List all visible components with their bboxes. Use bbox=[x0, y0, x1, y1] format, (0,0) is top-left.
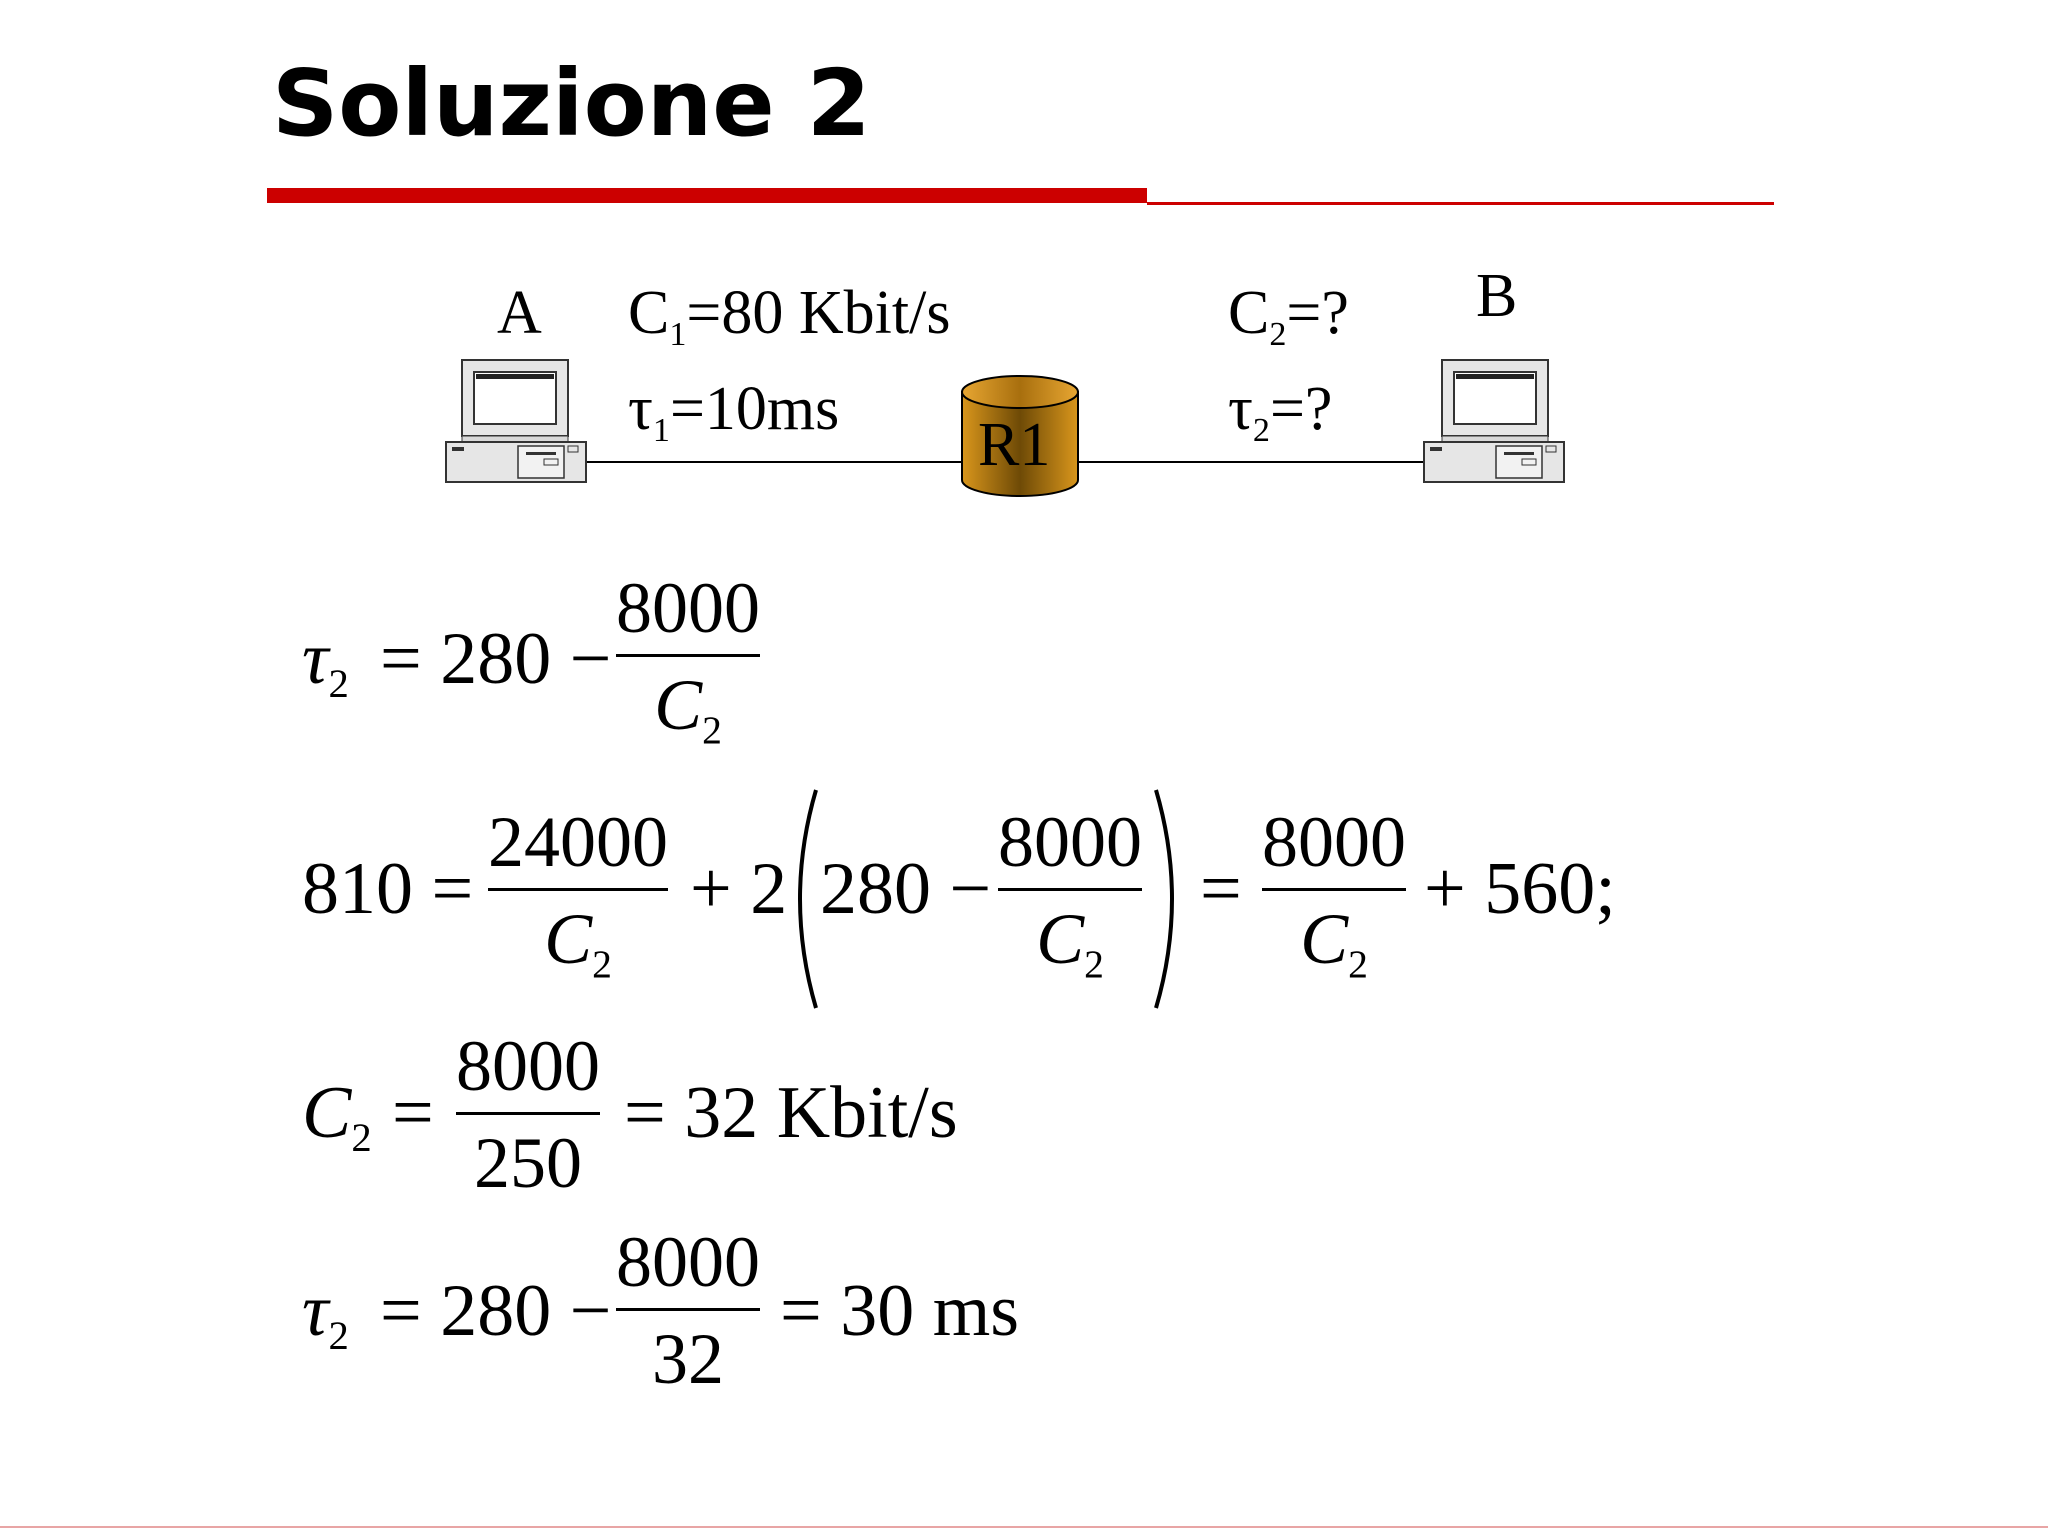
eq3-result: = 32 Kbit/s bbox=[624, 1072, 958, 1154]
c1-label: $C_1=80$ Kbit/s bbox=[628, 279, 951, 353]
node-a-label: A bbox=[497, 279, 542, 347]
computer-b-icon bbox=[1424, 360, 1564, 482]
computer-a-icon bbox=[446, 360, 586, 482]
slide-title: Soluzione 2 bbox=[272, 50, 871, 157]
left-paren bbox=[780, 786, 820, 1012]
eq2-fraction-2: 8000 $C_2$ bbox=[998, 802, 1142, 986]
right-paren bbox=[1152, 786, 1192, 1012]
eq2-tail: + 560; bbox=[1424, 848, 1616, 930]
eq2-plus-two: + 2 bbox=[690, 848, 788, 930]
eq1-mid: = 280 − bbox=[380, 618, 612, 700]
eq1-numerator: 8000 bbox=[616, 568, 760, 648]
fraction-bar bbox=[456, 1112, 600, 1115]
eq2-inner: 280 − bbox=[820, 848, 992, 930]
fraction-bar bbox=[488, 888, 668, 891]
eq1-denominator: $C_2$ bbox=[654, 665, 722, 752]
tau2-label: $\tau_2=$? bbox=[1228, 375, 1333, 449]
eq2-fraction-1: 24000 $C_2$ bbox=[488, 802, 668, 986]
c2-label: $C_2=$? bbox=[1228, 279, 1349, 353]
fraction-bar bbox=[1262, 888, 1406, 891]
fraction-bar bbox=[616, 1308, 760, 1311]
eq4-lhs: $\tau_2$ bbox=[302, 1270, 349, 1359]
eq2-lhs: 810 = bbox=[302, 848, 474, 930]
router-label: R1 bbox=[978, 411, 1051, 479]
eq4-result: = 30 ms bbox=[780, 1270, 1020, 1352]
eq2-equals: = bbox=[1200, 848, 1242, 930]
eq3-lhs: $C_2$ bbox=[302, 1072, 372, 1161]
eq3-equals: = bbox=[392, 1072, 434, 1154]
eq1-lhs: $\tau_2$ bbox=[302, 618, 349, 707]
eq4-mid: = 280 − bbox=[380, 1270, 612, 1352]
fraction-bar bbox=[616, 654, 760, 657]
eq3-fraction: 8000 250 bbox=[456, 1026, 600, 1203]
eq2-fraction-3: 8000 $C_2$ bbox=[1262, 802, 1406, 986]
footer-divider bbox=[0, 1526, 2048, 1528]
eq4-fraction: 8000 32 bbox=[616, 1222, 760, 1399]
eq1-fraction bbox=[616, 568, 760, 752]
tau1-label: $\tau_1=10ms$ bbox=[628, 375, 840, 449]
fraction-bar bbox=[998, 888, 1142, 891]
node-b-label: B bbox=[1476, 262, 1518, 330]
